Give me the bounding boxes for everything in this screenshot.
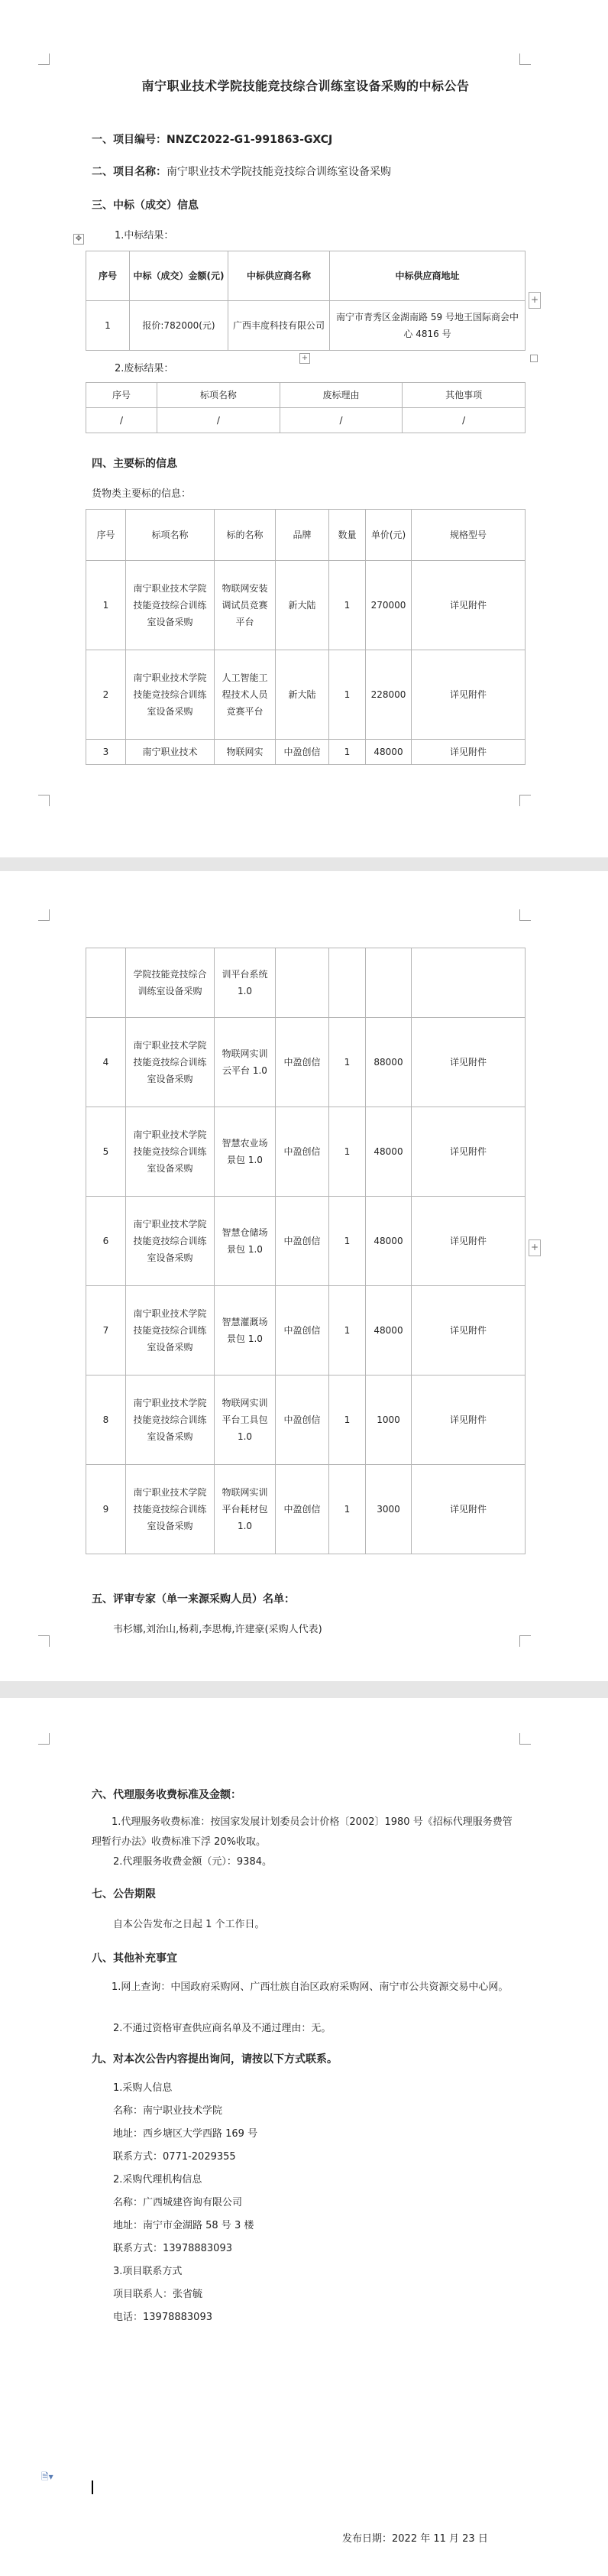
abandon-label: 2.废标结果： — [115, 363, 174, 374]
table-cell: 详见附件 — [412, 1197, 526, 1286]
fee-standard: 1.代理服务收费标准：按国家发展计划委员会计价格〔2002〕1980 号《招标代理服务费管理暂行办法》收费标准下浮 20%收取。 — [92, 1816, 513, 1848]
table-header: 废标理由 — [280, 383, 403, 408]
add-row-button[interactable]: + — [299, 353, 310, 364]
table-cell: 南宁职业技术学院技能竞技综合训练室设备采购 — [126, 1197, 215, 1286]
publish-date: 发布日期：2022 年 11 月 23 日 — [342, 2533, 488, 2545]
table-cell: 1 — [86, 561, 126, 650]
win-result-table — [86, 251, 526, 351]
table-cell: 新大陆 — [276, 650, 329, 740]
table-header: 序号 — [86, 510, 126, 561]
section-other: 八、其他补充事宜 — [92, 1952, 177, 1965]
project-contact-title: 3.项目联系方式 — [113, 2266, 183, 2277]
section-fee: 六、代理服务收费标准及金额： — [92, 1789, 241, 1801]
project-name: 南宁职业技术学院技能竞技综合训练室设备采购 — [167, 166, 391, 178]
fee-amount: 2.代理服务收费金额（元）：9384。 — [113, 1856, 272, 1868]
table-cell — [276, 948, 329, 1018]
table-cell: 88000 — [366, 1018, 412, 1107]
table-cell: 中盈创信 — [276, 1286, 329, 1375]
document-page-2 — [0, 871, 608, 1681]
table-cell: 详见附件 — [412, 1465, 526, 1554]
table-header-row — [86, 251, 526, 301]
margin-mark — [519, 909, 531, 921]
purchaser-address: 地址：西乡塘区大学西路 169 号 — [113, 2128, 258, 2140]
table-cell: 智慧仓储场景包 1.0 — [215, 1197, 276, 1286]
section-project-number — [92, 131, 332, 147]
table-row — [86, 1107, 526, 1197]
agent-name: 名称：广西城建咨询有限公司 — [113, 2197, 243, 2208]
table-cell: 南宁职业技术学院技能竞技综合训练室设备采购 — [126, 1018, 215, 1107]
table-cell: 广西丰度科技有限公司 — [228, 301, 330, 351]
table-cell: 1 — [329, 1465, 366, 1554]
document-title: 南宁职业技术学院技能竞技综合训练室设备采购的中标公告 — [141, 79, 470, 93]
purchaser-title: 1.采购人信息 — [113, 2082, 173, 2094]
table-cell: 270000 — [366, 561, 412, 650]
table-cell: 南宁市青秀区金湖南路 59 号地王国际商会中心 4816 号 — [330, 301, 526, 351]
table-cell: 1 — [329, 740, 366, 765]
table-cell: 南宁职业技术学院技能竞技综合训练室设备采购 — [126, 650, 215, 740]
table-cell: 中盈创信 — [276, 740, 329, 765]
table-cell: 详见附件 — [412, 1107, 526, 1197]
margin-mark — [519, 795, 531, 806]
section-label: 二、项目名称： — [92, 166, 167, 178]
table-move-handle[interactable]: ✥ — [73, 234, 84, 245]
table-cell: / — [157, 408, 280, 433]
table-cell: 3000 — [366, 1465, 412, 1554]
table-cell: 1 — [329, 650, 366, 740]
abandon-table — [86, 382, 526, 433]
table-cell: 8 — [86, 1375, 126, 1465]
table-cell: 5 — [86, 1107, 126, 1197]
table-row — [86, 1286, 526, 1375]
table-cell: 4 — [86, 1018, 126, 1107]
table-cell: 48000 — [366, 1286, 412, 1375]
table-row — [86, 1375, 526, 1465]
table-header: 单价(元) — [366, 510, 412, 561]
table-cell: 报价:782000(元) — [130, 301, 228, 351]
table-cell: 南宁职业技术学院技能竞技综合训练室设备采购 — [126, 561, 215, 650]
table-cell: 物联网实训云平台 1.0 — [215, 1018, 276, 1107]
project-number: NNZC2022-G1-991863-GXCJ — [167, 134, 333, 146]
table-cell: 48000 — [366, 740, 412, 765]
table-cell: 6 — [86, 1197, 126, 1286]
table-cell: 详见附件 — [412, 1375, 526, 1465]
table-cell: 训平台系统 1.0 — [215, 948, 276, 1018]
table-header: 标项名称 — [157, 383, 280, 408]
goods-table-page2 — [86, 948, 526, 1554]
section-label: 一、项目编号： — [92, 134, 167, 146]
table-header: 序号 — [86, 251, 130, 301]
table-header: 序号 — [86, 383, 157, 408]
table-cell: 3 — [86, 740, 126, 765]
table-cell: 详见附件 — [412, 740, 526, 765]
table-header: 规格型号 — [412, 510, 526, 561]
table-row — [86, 1465, 526, 1554]
win-result-label: 1.中标结果： — [115, 230, 174, 241]
table-row — [86, 1018, 526, 1107]
margin-mark — [38, 1635, 50, 1647]
table-header: 中标供应商名称 — [228, 251, 330, 301]
section-contact: 九、对本次公告内容提出询问，请按以下方式联系。 — [92, 2053, 338, 2066]
table-cell: 智慧农业场景包 1.0 — [215, 1107, 276, 1197]
table-cell: 中盈创信 — [276, 1375, 329, 1465]
goods-label: 货物类主要标的信息： — [92, 488, 192, 500]
table-row — [86, 740, 526, 765]
margin-mark — [519, 1733, 531, 1745]
table-cell: 南宁职业技术学院技能竞技综合训练室设备采购 — [126, 1107, 215, 1197]
table-resize-handle[interactable] — [530, 355, 538, 362]
table-cell: 中盈创信 — [276, 1197, 329, 1286]
table-cell: 详见附件 — [412, 1286, 526, 1375]
table-header: 品牌 — [276, 510, 329, 561]
section-experts: 五、评审专家（单一来源采购人员）名单： — [92, 1593, 295, 1606]
table-header: 其他事项 — [403, 383, 526, 408]
table-cell: / — [86, 408, 157, 433]
table-cell: 物联网实 — [215, 740, 276, 765]
agent-title: 2.采购代理机构信息 — [113, 2174, 202, 2186]
table-cell: / — [280, 408, 403, 433]
table-cell — [412, 948, 526, 1018]
table-cell: 中盈创信 — [276, 1018, 329, 1107]
table-cell: 学院技能竞技综合训练室设备采购 — [126, 948, 215, 1018]
text-cursor — [92, 2480, 93, 2494]
table-header: 标的名称 — [215, 510, 276, 561]
table-header: 中标供应商地址 — [330, 251, 526, 301]
table-header: 中标（成交）金额(元) — [130, 251, 228, 301]
table-cell — [86, 948, 126, 1018]
margin-mark — [519, 1635, 531, 1647]
table-row — [86, 650, 526, 740]
purchaser-phone: 联系方式：0771-2029355 — [113, 2151, 236, 2163]
table-cell: 新大陆 — [276, 561, 329, 650]
table-header: 数量 — [329, 510, 366, 561]
table-row — [86, 408, 526, 433]
table-cell: 228000 — [366, 650, 412, 740]
table-cell: 物联网安装调试员竞赛平台 — [215, 561, 276, 650]
document-page-1 — [0, 0, 608, 857]
table-row — [86, 948, 526, 1018]
table-cell: 1 — [329, 1197, 366, 1286]
section-main-targets: 四、主要标的信息 — [92, 458, 177, 470]
table-cell: 1 — [329, 1107, 366, 1197]
section-win-info: 三、中标（成交）信息 — [92, 199, 199, 212]
table-cell: 详见附件 — [412, 1018, 526, 1107]
table-cell: 物联网实训平台工具包 1.0 — [215, 1375, 276, 1465]
table-cell: 详见附件 — [412, 650, 526, 740]
table-cell: 1 — [329, 1286, 366, 1375]
margin-mark — [38, 795, 50, 806]
project-contact-phone: 电话：13978883093 — [113, 2312, 212, 2323]
table-cell: 人工智能工程技术人员竞赛平台 — [215, 650, 276, 740]
document-icon[interactable]: 🗎▾ — [41, 2471, 53, 2482]
margin-mark — [38, 909, 50, 921]
table-cell: 7 — [86, 1286, 126, 1375]
table-cell — [366, 948, 412, 1018]
table-header: 标项名称 — [126, 510, 215, 561]
table-cell: 中盈创信 — [276, 1107, 329, 1197]
table-cell: 南宁职业技术学院技能竞技综合训练室设备采购 — [126, 1375, 215, 1465]
other-query: 1.网上查询：中国政府采购网、广西壮族自治区政府采购网、南宁市公共资源交易中心网。 — [112, 1981, 509, 1993]
table-cell: 详见附件 — [412, 561, 526, 650]
table-cell: 2 — [86, 650, 126, 740]
purchaser-name: 名称：南宁职业技术学院 — [113, 2105, 223, 2117]
table-row — [86, 1197, 526, 1286]
table-row — [86, 301, 526, 351]
table-cell: 48000 — [366, 1197, 412, 1286]
table-cell: 1 — [329, 1018, 366, 1107]
table-cell: 9 — [86, 1465, 126, 1554]
table-cell — [329, 948, 366, 1018]
table-cell: 48000 — [366, 1107, 412, 1197]
contact-block — [113, 2077, 257, 2329]
table-cell: 智慧灌溉场景包 1.0 — [215, 1286, 276, 1375]
table-cell: 1000 — [366, 1375, 412, 1465]
table-cell: 1 — [329, 1375, 366, 1465]
margin-mark — [38, 1733, 50, 1745]
section-project-name — [92, 164, 391, 179]
margin-mark — [38, 53, 50, 65]
margin-mark — [519, 53, 531, 65]
table-row — [86, 561, 526, 650]
table-cell: 中盈创信 — [276, 1465, 329, 1554]
table-cell: 南宁职业技术 — [126, 740, 215, 765]
table-header-row — [86, 383, 526, 408]
agent-phone: 联系方式：13978883093 — [113, 2243, 232, 2254]
goods-table-page1 — [86, 509, 526, 765]
table-cell: / — [403, 408, 526, 433]
period-text: 自本公告发布之日起 1 个工作日。 — [113, 1919, 265, 1930]
table-cell: 物联网实训平台耗材包 1.0 — [215, 1465, 276, 1554]
agent-address: 地址：南宁市金湖路 58 号 3 楼 — [113, 2220, 254, 2231]
section-period: 七、公告期限 — [92, 1888, 156, 1900]
table-cell: 1 — [86, 301, 130, 351]
experts-list: 韦杉娜,刘治山,杨莉,李思梅,许建豪(采购人代表) — [113, 1624, 322, 1635]
other-disqualified: 2.不通过资格审查供应商名单及不通过理由：无。 — [113, 2023, 331, 2034]
project-contact-person: 项目联系人：张省毓 — [113, 2289, 203, 2300]
add-column-button[interactable]: + — [529, 1239, 541, 1256]
table-cell: 1 — [329, 561, 366, 650]
table-cell: 南宁职业技术学院技能竞技综合训练室设备采购 — [126, 1465, 215, 1554]
document-page-3 — [0, 1698, 608, 2576]
add-column-button[interactable]: + — [529, 292, 541, 309]
table-header-row — [86, 510, 526, 561]
table-cell: 南宁职业技术学院技能竞技综合训练室设备采购 — [126, 1286, 215, 1375]
